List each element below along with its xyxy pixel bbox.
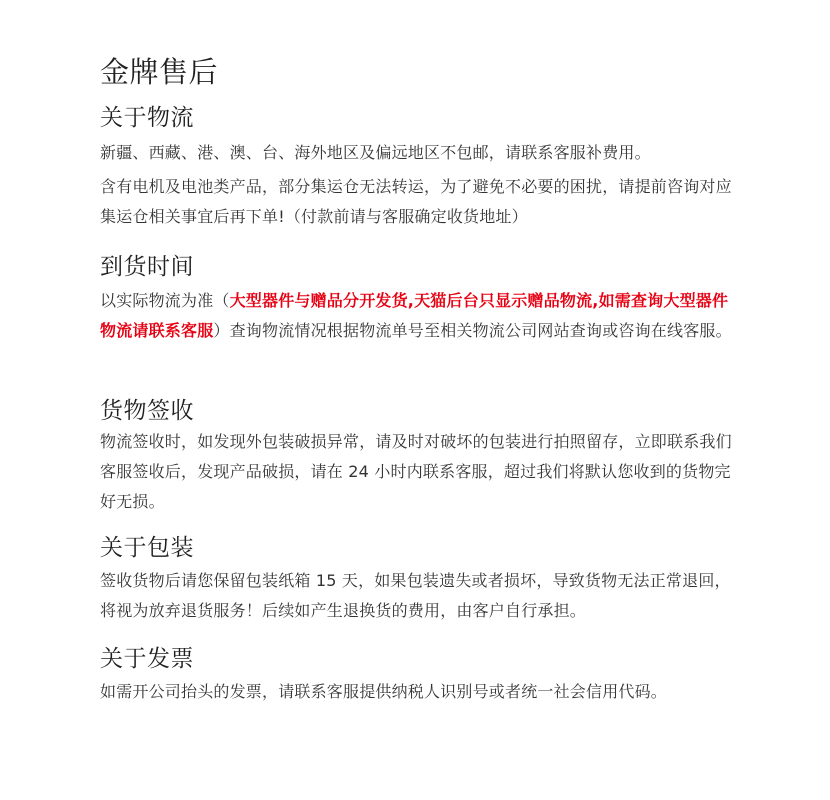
section-heading-receipt: 货物签收 bbox=[100, 398, 194, 424]
section-heading-invoice: 关于发票 bbox=[100, 646, 194, 672]
section-invoice bbox=[100, 643, 740, 707]
section-heading-logistics: 关于物流 bbox=[100, 105, 194, 131]
page-title: 金牌售后 bbox=[100, 55, 219, 89]
arrival-time-paragraph bbox=[100, 286, 740, 346]
section-receipt bbox=[100, 395, 740, 517]
receipt-paragraph: 物流签收时，如发现外包装破损异常，请及时对破坏的包装进行拍照留存，立即联系我们客服签收后，发现产品破损，请在 24 小时内联系客服，超过我们将默认您收到的货物完好无损。 bbox=[100, 432, 732, 511]
page-title-block bbox=[100, 52, 740, 92]
section-packaging bbox=[100, 532, 740, 626]
packaging-paragraph: 签收货物后请您保留包装纸箱 15 天，如果包装遗失或者损坏，导致货物无法正常退回，将视为放弃退货服务！后续如产生退换货的费用，由客户自行承担。 bbox=[100, 571, 731, 620]
section-logistics bbox=[100, 102, 740, 232]
arrival-time-highlight: 大型器件与赠品分开发货,天猫后台只显示赠品物流,如需查询大型器件物流请联系客服 bbox=[100, 291, 729, 340]
logistics-shipping-note: 新疆、西藏、港、澳、台、海外地区及偏远地区不包邮，请联系客服补费用。 bbox=[100, 143, 651, 162]
section-arrival-time bbox=[100, 251, 740, 346]
arrival-time-text-after: ）查询物流情况根据物流单号至相关物流公司网站查询或咨询在线客服。 bbox=[213, 321, 732, 340]
section-heading-arrival-time: 到货时间 bbox=[100, 254, 194, 280]
arrival-time-text-before: 以实际物流为准（ bbox=[100, 291, 230, 310]
logistics-battery-note: 含有电机及电池类产品，部分集运仓无法转运，为了避免不必要的困扰，请提前咨询对应集运仓相关事宜后再下单!（付款前请与客服确定收货地址） bbox=[100, 177, 732, 226]
invoice-paragraph: 如需开公司抬头的发票，请联系客服提供纳税人识别号或者统一社会信用代码。 bbox=[100, 682, 668, 701]
section-heading-packaging: 关于包装 bbox=[100, 535, 194, 561]
